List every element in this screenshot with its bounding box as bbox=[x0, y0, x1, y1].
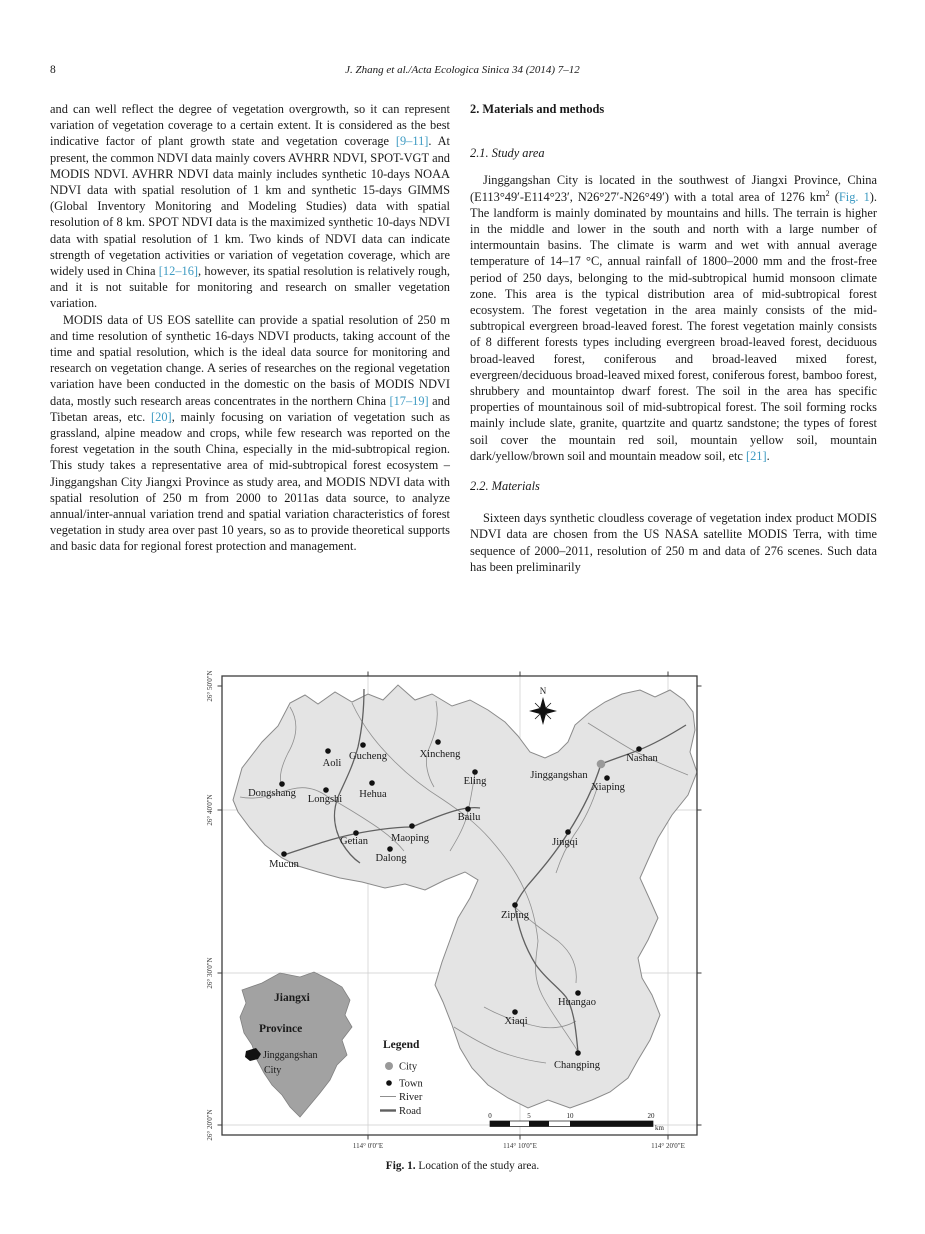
legend-item-label: River bbox=[399, 1092, 423, 1103]
inset-region-label: Province bbox=[259, 1023, 303, 1035]
citation-link[interactable]: [20] bbox=[151, 409, 172, 424]
latitude-tick-label: 26° 20'0"N bbox=[206, 1109, 214, 1141]
town-label: Eling bbox=[463, 776, 487, 787]
text-run: . bbox=[766, 448, 770, 463]
citation-link[interactable]: [12–16] bbox=[158, 264, 199, 279]
town-label: Aoli bbox=[322, 758, 342, 769]
latitude-tick-label: 26° 50'0"N bbox=[206, 670, 214, 702]
scale-tick-label: 10 bbox=[566, 1112, 574, 1120]
citation-link[interactable]: [21] bbox=[745, 448, 767, 463]
text-run: . At present, the common NDVI data mainly covers AVHRR NDVI, SPOT-VGT and MODIS NDVI. AVHRR NDVI data mainly includes synthetic 10-days NOAA NDVI data with spatial resolution of 1 km and synthetic 15-days GIMMS (Global Inventory Monitoring and Modeling Studies) data with spatial resolution of 8 km. SPOT NDVI data is the maximized synthetic 10-days NDVI data with spatial resolution of 1 km. Two kinds of NDVI data can indicate strength of vegetation activities or variation of vegetation coverage, which are widely used in China bbox=[50, 134, 450, 279]
citation-link[interactable]: [17–19] bbox=[389, 393, 429, 408]
scale-unit: km bbox=[655, 1124, 664, 1132]
town-label: Xiaping bbox=[591, 782, 625, 793]
paragraph bbox=[470, 510, 877, 575]
town-label: Huangao bbox=[558, 997, 596, 1008]
latitude-labels bbox=[206, 670, 214, 1140]
latitude-tick-label: 26° 30'0"N bbox=[206, 957, 214, 989]
legend-item-label: Road bbox=[399, 1106, 422, 1117]
superscript: 2 bbox=[825, 188, 830, 198]
compass-label: N bbox=[539, 686, 547, 696]
text-run: Sixteen days synthetic cloudless coverage of vegetation index product MODIS NDVI data are chosen from the US NASA satellite MODIS Terra, with time sequence of 2000–2011, resolution of 250 m and data of 276 scenes. Such data has been preliminarily bbox=[470, 511, 877, 574]
section-heading: 2. Materials and methods bbox=[470, 102, 605, 116]
town-label: Longshi bbox=[307, 794, 343, 805]
inset-map bbox=[240, 972, 352, 1117]
town-label: Dongshang bbox=[248, 788, 296, 799]
longitude-tick-label: 114° 0'0"E bbox=[352, 1142, 384, 1150]
north-arrow-icon bbox=[529, 686, 557, 725]
town-label: Jingqi bbox=[552, 837, 578, 848]
legend-item-town bbox=[386, 1079, 423, 1090]
longitude-labels bbox=[353, 1142, 685, 1150]
scale-tick-label: 5 bbox=[527, 1112, 531, 1120]
paragraph bbox=[50, 101, 450, 312]
latitude-tick-label: 26° 40'0"N bbox=[206, 794, 214, 826]
text-run: , however, its spatial resolution is relatively rough, and it is not suitable for monitoring and research on smaller vegetation variation. bbox=[50, 264, 450, 311]
town-label: Dalong bbox=[375, 853, 407, 864]
left-column bbox=[50, 101, 450, 555]
text-run: and can well reflect the degree of vegetation overgrowth, so it can represent variation of vegetation coverage to a certain extent. It is considered as the best indicative factor of plant growth state and vegetation coverage bbox=[50, 102, 450, 149]
inset-marker-label: Jinggangshan bbox=[263, 1050, 318, 1061]
paragraph bbox=[470, 172, 877, 464]
town-label: Getian bbox=[340, 836, 368, 847]
town-label: Gucheng bbox=[349, 751, 387, 762]
map-legend bbox=[380, 1039, 424, 1117]
scale-tick-label: 0 bbox=[488, 1112, 492, 1120]
legend-item-river bbox=[380, 1092, 423, 1103]
figure-1 bbox=[202, 665, 712, 1170]
study-area-map bbox=[202, 665, 712, 1170]
right-column bbox=[470, 101, 877, 575]
town-label: Bailu bbox=[457, 812, 481, 823]
page-number: 8 bbox=[50, 64, 56, 76]
running-head: J. Zhang et al./Acta Ecologica Sinica 34 (2014) 7–12 bbox=[345, 64, 580, 76]
text-run: MODIS data of US EOS satellite can provide a spatial resolution of 250 m and time resolution of synthetic 16-days NDVI products, taking account of the time and spatial resolution, which is the ideal data source for monitoring and research on vegetation change. A series of researches on the regional vegetation variation have been conducted in the domestic on the basis of MODIS NDVI data, mostly such research areas concentrates in the northern China bbox=[50, 312, 450, 408]
figure-caption-text: Location of the study area. bbox=[415, 1160, 540, 1172]
town-label: Nashan bbox=[626, 753, 658, 764]
town-label: Xiaqi bbox=[504, 1016, 528, 1027]
legend-item-city bbox=[385, 1062, 418, 1073]
text-run: ( bbox=[829, 189, 839, 204]
town-label: Changping bbox=[553, 1060, 601, 1071]
figure-caption bbox=[0, 1160, 925, 1172]
inset-region-label: Jiangxi bbox=[274, 992, 310, 1004]
scale-tick-label: 20 bbox=[647, 1112, 655, 1120]
citation-link[interactable]: Fig. 1 bbox=[838, 189, 870, 204]
legend-item-road bbox=[380, 1106, 422, 1117]
town-label: Maoping bbox=[391, 833, 429, 844]
town-label: Xincheng bbox=[419, 749, 461, 760]
text-run: Jinggangshan City is located in the southwest of Jiangxi Province, China (E113°49′-E114°23′, N26°27′-N26°49′) with a total area of 1276 km bbox=[470, 173, 877, 204]
citation-link[interactable]: [9–11] bbox=[395, 134, 429, 149]
legend-item-label: Town bbox=[399, 1078, 423, 1090]
city-label: Jinggangshan bbox=[530, 770, 588, 781]
figure-caption-label: Fig. 1. bbox=[385, 1160, 416, 1172]
town-label: Mucun bbox=[269, 859, 299, 870]
text-run: and Tibetan areas, etc. bbox=[50, 393, 450, 424]
text-run: ). The landform is mainly dominated by mountains and hills. The terrain is higher in the middle and lower in the south and north with a large number of intermountain basins. The climate is warm and wet with annual average temperature of 14–17 °C, annual rainfall of 1800–2000 mm and the frost-free period of 250 days, belonging to the mid-subtropical humid monsoon climate zone. This area is the typical distribution area of mid-subtropical forest ecosystem. The forest vegetation in the area mainly consists of the mid-subtropical evergreen broad-leaved forest. The forest vegetation mainly consists of 8 different forests types including evergreen broad-leaved forest, deciduous broad-leaved forest, coniferous and broad-leaved mixed forest, evergreen/deciduous broad-leaved mixed forest, coniferous forest, bamboo forest, shrubbery and mountaintop dwarf forest. The soil in the area has specific properties of mountainous soil of mid-subtropical forest. The soil forming rocks mainly include slate, granite, quartzite and quartz sandstone; the types of forest soil cover the mountain red soil, mountain yellow soil, mountain dark/yellow/brown soil and mountain meadow soil, etc bbox=[470, 189, 877, 463]
longitude-tick-label: 114° 10'0"E bbox=[503, 1142, 537, 1150]
scale-bar bbox=[488, 1112, 664, 1132]
town-label: Hehua bbox=[359, 789, 387, 800]
longitude-tick-label: 114° 20'0"E bbox=[651, 1142, 685, 1150]
legend-title: Legend bbox=[383, 1039, 420, 1051]
inset-marker-label: City bbox=[264, 1065, 282, 1076]
town-label: Ziping bbox=[501, 910, 529, 921]
text-run: , mainly focusing on variation of vegetation such as grassland, alpine meadow and crops, while few research was reported on the forest vegetation in the south China, especially in the mid-subtropical region. This study takes a representative area of mid-subtropical forest ecosystem – Jinggangshan City Jiangxi Province as study area, and MODIS NDVI data with spatial resolution of 250 m from 2000 to 2011as data source, to analyze annual/inter-annual variation trend and spatial variation characteristics of forest vegetation in study area over past 10 years, so as to provide theoretical supports and basic data for regional forest protection and management. bbox=[50, 409, 450, 554]
subsection-heading: 2.1. Study area bbox=[470, 146, 545, 161]
legend-item-label: City bbox=[399, 1061, 418, 1073]
subsection-heading: 2.2. Materials bbox=[470, 479, 540, 494]
paragraph bbox=[50, 312, 450, 555]
